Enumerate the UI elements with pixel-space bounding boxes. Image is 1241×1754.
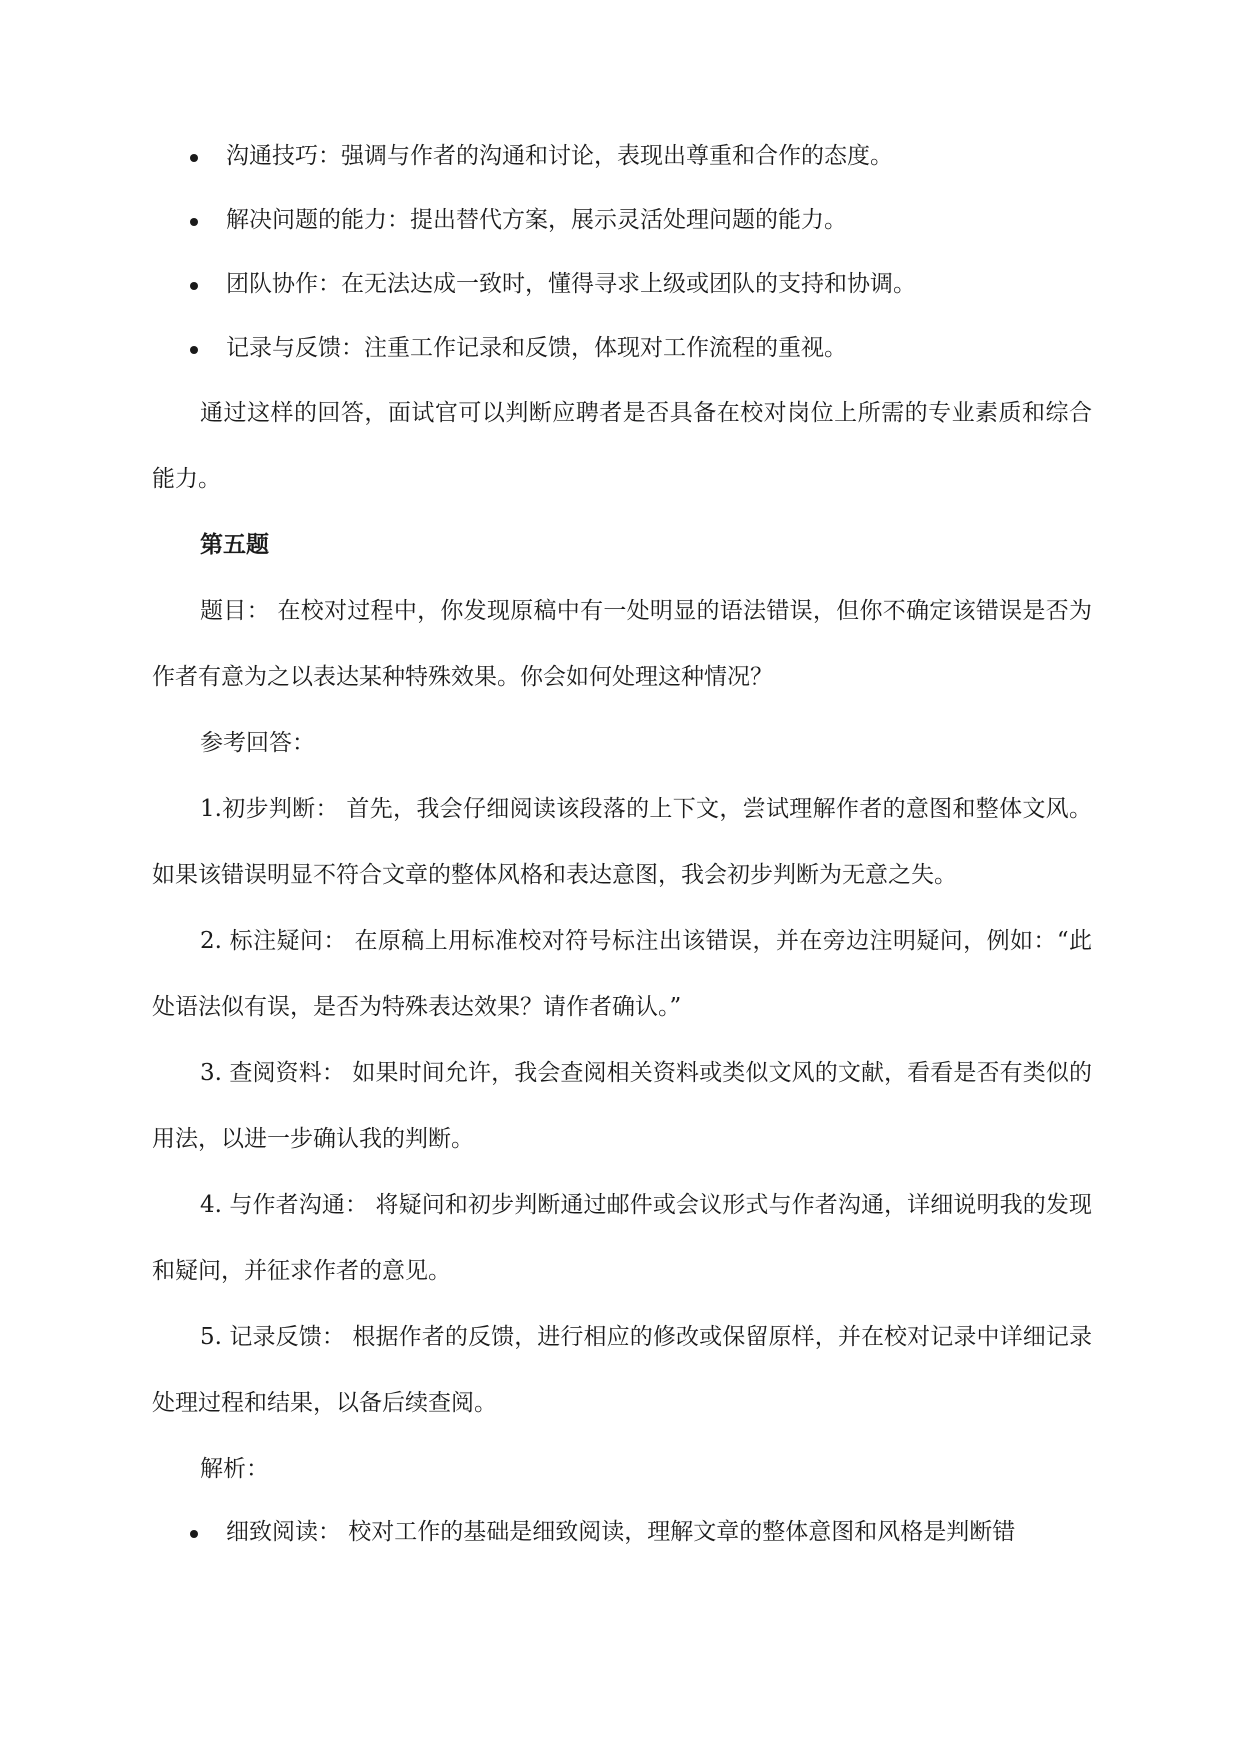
reference-answer-label: 参考回答： bbox=[200, 730, 315, 756]
bullet-text: 团队协作：在无法达成一致时，懂得寻求上级或团队的支持和协调。 bbox=[226, 271, 916, 297]
answer-step-1: 1.初步判断： 首先，我会仔细阅读该段落的上下文，尝试理解作者的意图和整体文风。如果该错误明显不符合文章的整体风格和表达意图，我会初步判断为无意之失。 bbox=[152, 796, 1092, 888]
top-bullet-list bbox=[152, 140, 1092, 396]
bullet-dot-icon bbox=[190, 154, 198, 162]
bullet-item-record-feedback bbox=[152, 332, 1092, 396]
analysis-bullet-list bbox=[152, 1516, 1092, 1580]
bullet-text: 解决问题的能力：提出替代方案，展示灵活处理问题的能力。 bbox=[226, 207, 847, 233]
answer-step-3: 3. 查阅资料： 如果时间允许，我会查阅相关资料或类似文风的文献，看看是否有类似的用法，以进一步确认我的判断。 bbox=[152, 1060, 1092, 1152]
bullet-text: 记录与反馈：注重工作记录和反馈，体现对工作流程的重视。 bbox=[226, 335, 847, 361]
summary-paragraph: 通过这样的回答，面试官可以判断应聘者是否具备在校对岗位上所需的专业素质和综合能力。 bbox=[152, 400, 1092, 492]
document-content bbox=[152, 140, 1092, 1580]
answer-step-2: 2. 标注疑问： 在原稿上用标准校对符号标注出该错误，并在旁边注明疑问，例如：“此处语法似有误，是否为特殊表达效果？请作者确认。” bbox=[152, 928, 1092, 1020]
bullet-dot-icon bbox=[190, 218, 198, 226]
bullet-text: 细致阅读： 校对工作的基础是细致阅读，理解文章的整体意图和风格是判断错 bbox=[226, 1519, 1016, 1545]
bullet-dot-icon bbox=[190, 1530, 198, 1538]
section-title: 第五题 bbox=[200, 531, 269, 558]
answer-step-5: 5. 记录反馈： 根据作者的反馈，进行相应的修改或保留原样，并在校对记录中详细记录处理过程和结果，以备后续查阅。 bbox=[152, 1324, 1092, 1416]
bullet-dot-icon bbox=[190, 346, 198, 354]
bullet-text: 沟通技巧：强调与作者的沟通和讨论，表现出尊重和合作的态度。 bbox=[226, 143, 893, 169]
answer-step-4: 4. 与作者沟通： 将疑问和初步判断通过邮件或会议形式与作者沟通，详细说明我的发现和疑问，并征求作者的意见。 bbox=[152, 1192, 1092, 1284]
bullet-item-communication bbox=[152, 140, 1092, 204]
bullet-item-careful-reading bbox=[152, 1516, 1092, 1580]
analysis-label: 解析： bbox=[200, 1456, 269, 1482]
bullet-item-teamwork bbox=[152, 268, 1092, 332]
bullet-dot-icon bbox=[190, 282, 198, 290]
bullet-item-problem-solving bbox=[152, 204, 1092, 268]
question-paragraph: 题目： 在校对过程中，你发现原稿中有一处明显的语法错误，但你不确定该错误是否为作者有意为之以表达某种特殊效果。你会如何处理这种情况？ bbox=[152, 598, 1092, 690]
